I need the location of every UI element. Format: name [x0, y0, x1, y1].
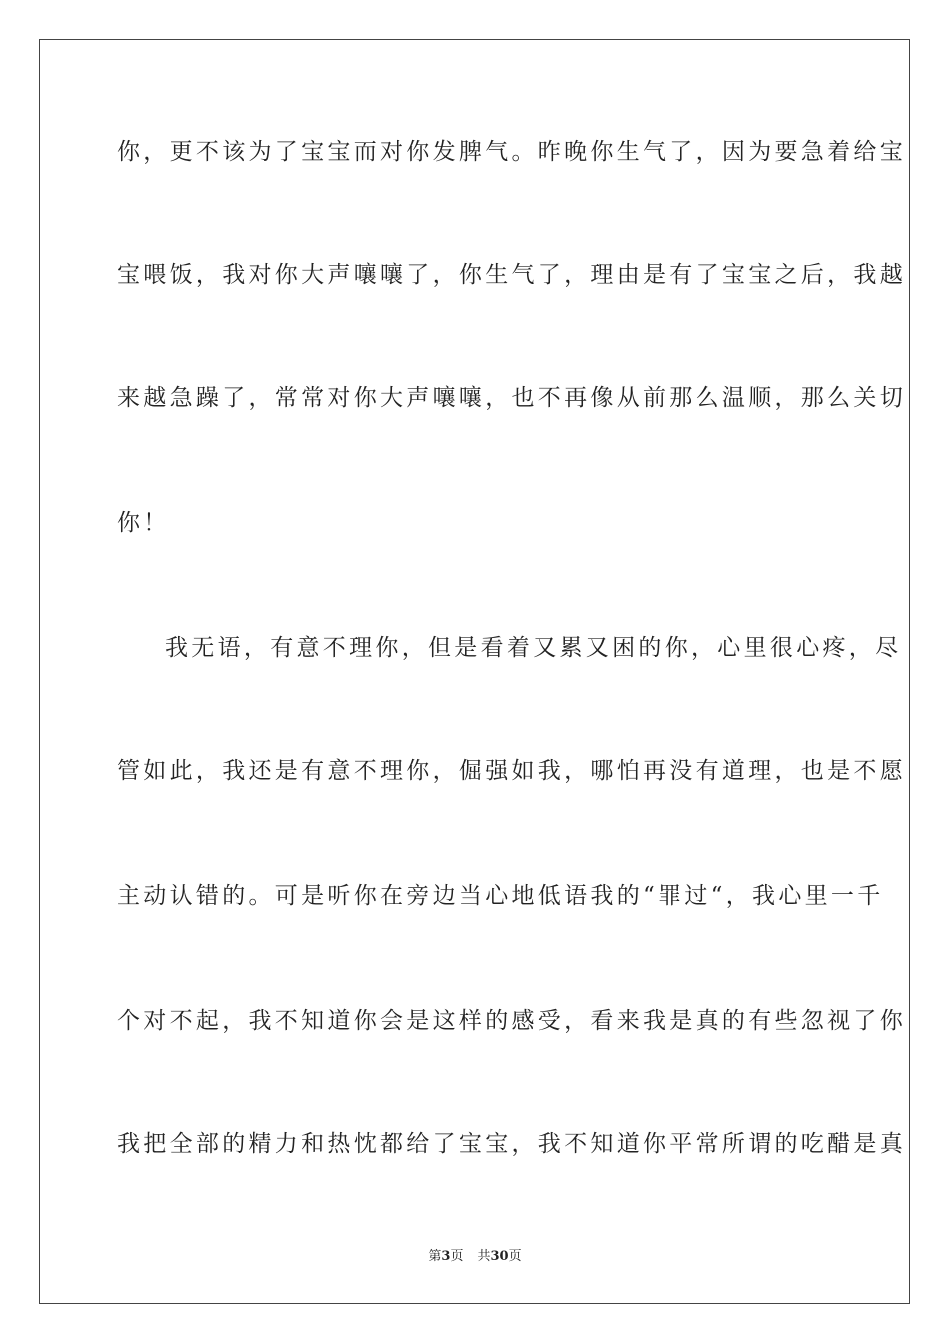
total-prefix: 共 — [477, 1249, 491, 1264]
page-suffix: 页 — [450, 1249, 464, 1264]
body-line-8: 个对不起，我不知道你会是这样的感受，看来我是真的有些忽视了你 — [117, 1008, 906, 1034]
page-frame — [39, 39, 910, 1304]
page-current: 3 — [441, 1249, 451, 1264]
body-line-5: 我无语，有意不理你，但是看着又累又困的你，心里很心疼，尽 — [165, 635, 902, 661]
body-line-7: 主动认错的。可是听你在旁边当心地低语我的“罪过“，我心里一千 — [117, 883, 884, 909]
body-line-2: 宝喂饭，我对你大声嚷嚷了，你生气了，理由是有了宝宝之后，我越 — [117, 262, 906, 288]
page-total: 30 — [490, 1249, 509, 1264]
body-line-4: 你！ — [117, 510, 170, 536]
total-suffix: 页 — [508, 1249, 522, 1264]
body-line-6: 管如此，我还是有意不理你，倔强如我，哪怕再没有道理，也是不愿 — [117, 758, 906, 784]
body-line-9: 我把全部的精力和热忱都给了宝宝，我不知道你平常所谓的吃醋是真 — [117, 1131, 906, 1157]
body-line-3: 来越急躁了，常常对你大声嚷嚷，也不再像从前那么温顺，那么关切 — [117, 385, 906, 411]
page-footer — [0, 1245, 950, 1264]
page-prefix: 第 — [428, 1249, 442, 1264]
body-line-1: 你，更不该为了宝宝而对你发脾气。昨晚你生气了，因为要急着给宝 — [117, 139, 906, 165]
